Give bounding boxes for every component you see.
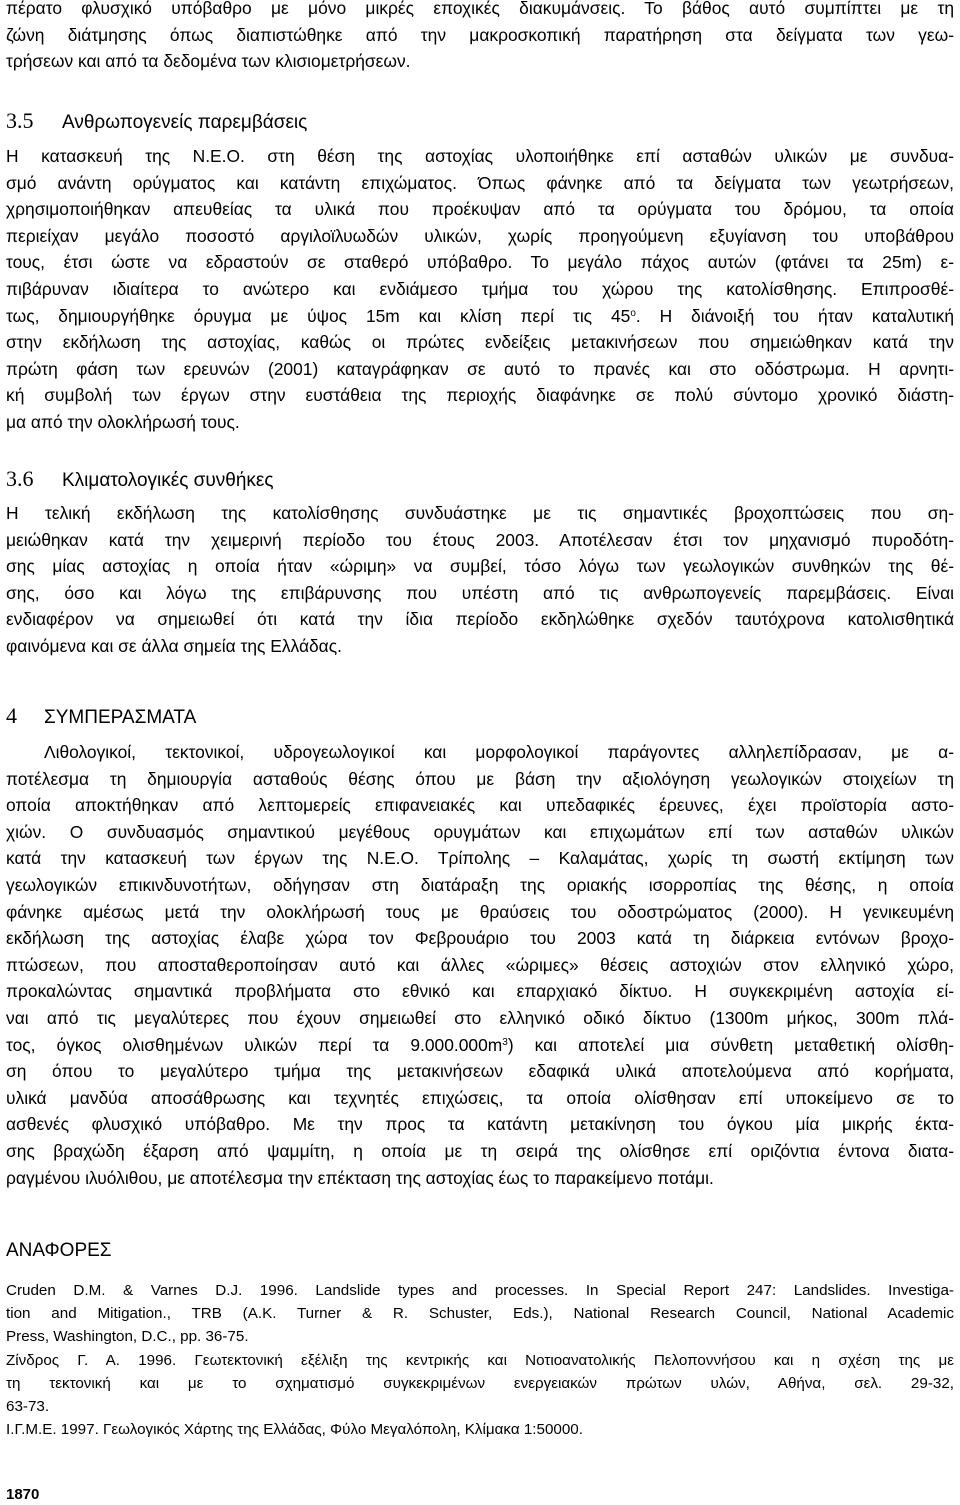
text-segment: ) και αποτελεί μια σύνθετη μεταθετική ολίσθη- [507,1034,955,1055]
text-line: Press, Washington, D.C., pp. 36-75. [6,1328,249,1346]
text-line: υλικά μανδύα αποσάθρωσης και τεχνητές επιχώσεις, τα οποία ολίσθησαν επί υποκείμενο σε το [6,1087,954,1108]
text-line: ραγμένου ιλυόλιθου, με αποτέλεσμα την επέκταση της αστοχίας έως το παρακείμενο ποτάμι. [6,1167,714,1188]
intro-paragraph [6,0,954,75]
text-line: σμό ανάντη ορύγματος και κατάντη επιχώματος. Όπως φάνηκε από τα δείγματα των γεωτρήσεων, [6,172,954,193]
section-title: Ανθρωπογενείς παρεμβάσεις [62,112,308,133]
text-line: tion and Mitigation., TRB (A.K. Turner & R. Schuster, Eds.), National Research Council, National Academic [6,1305,954,1323]
text-line: χρησιμοποιήθηκαν απευθείας τα υλικά που προέκυψαν από τα ορύγματα του δρόμου, τα οποία [6,199,954,220]
section-title: Κλιματολογικές συνθήκες [62,470,274,491]
text-segment: τος, όγκος ολισθημένων υλικών περί τα 9.000.000m [6,1034,503,1055]
text-line: μειώθηκαν κατά την χειμερινή περίοδο του έτους 2003. Αποτέλεσαν έτσι τον μηχανισμό πυροδότη- [6,529,954,550]
section-title: ΣΥΜΠΕΡΑΣΜΑΤΑ [44,707,197,728]
text-line: εκδήλωση της αστοχίας έλαβε χώρα τον Φεβρουάριο του 2003 κατά τη διάρκεια εντόνων βροχο- [6,928,954,949]
section-3-6-heading [6,466,274,494]
text-line: τη τεκτονική και με το σχηματισμό συγκεκριμένων ενεργειακών πρώτων υλών, Αθήνα, σελ. 29-32, [6,1374,954,1392]
text-line: ση όπου το μεγαλύτερο τμήμα της μετακινήσεων εδαφικά υλικά αποτελούμενα από κορήματα, [6,1061,954,1082]
references-title: ΑΝΑΦΟΡΕΣ [6,1240,112,1261]
cubic-superscript: 3 [502,1036,508,1048]
text-line: ασθενές φλυσχικό υπόβαθρο. Με την προς τα κατάντη μετακίνηση του όγκου μία μικρής έκτα- [6,1114,954,1135]
text-line: οποία αποκτήθηκαν από λεπτομερείς επιφανειακές και υπεδαφικές έρευνες, έχει προϊστορία αστο- [6,795,954,816]
section-4-heading [6,703,196,731]
text-line: προκαλώντας σημαντικά προβλήματα στο εθνικό και επαρχιακό δίκτυο. Η συγκεκριμένη αστοχία εί- [6,981,954,1002]
text-line: Η τελική εκδήλωση της κατολίσθησης συνδυάστηκε με τις σημαντικές βροχοπτώσεις που ση- [6,503,954,523]
text-line: Cruden D.M. & Varnes D.J. 1996. Landslide types and processes. In Special Report 247: Landslides. Investiga- [6,1282,954,1299]
reference-item [6,1349,954,1419]
references-heading [6,1238,112,1264]
text-line-with-superscript [6,303,954,330]
text-line: κατά την κατασκευή των έργων της Ν.Ε.Ο. Τρίπολης – Καλαμάτας, χωρίς τη σωστή εκτίμηση των [6,848,954,869]
text-line: Η κατασκευή της Ν.Ε.Ο. στη θέση της αστοχίας υλοποιήθηκε επί ασταθών υλικών με συνδυα- [6,146,954,166]
text-line: χιών. Ο συνδυασμός σημαντικού μεγέθους ορυγμάτων και επιχωμάτων επί των ασταθών υλικών [6,821,954,842]
text-line: ζώνη διάτμησης όπως διαπιστώθηκε από την μακροσκοπική παρατήρηση στα δείγματα των γεω- [6,24,954,45]
text-line: ενδιαφέρον να σημειωθεί ότι κατά την ίδια περίοδο εκδηλώθηκε σχεδόν ταυτόχρονα κατολισθητικά [6,609,954,630]
text-line: Ζίνδρος Γ. Α. 1996. Γεωτεκτονική εξέλιξη της κεντρικής και Νοτιοανατολικής Πελοποννήσου και η σχέση της με [6,1351,954,1369]
degree-superscript: ο [630,307,636,319]
text-segment: τως, δημιουργήθηκε όρυγμα με ύψος 15m και κλίση περί τις 45 [6,305,631,326]
section-3-5-heading [6,108,307,136]
page-number: 1870 [6,1486,40,1503]
text-line: γεωλογικών επικινδυνοτήτων, οδήγησαν στη διατάραξη της οριακής ισορροπίας της θέσης, η οποία [6,874,954,895]
text-line: πέρατο φλυσχικό υπόβαθρο με μόνο μικρές εποχικές διακυμάνσεις. Το βάθος αυτό συμπίπτει με τη [6,0,954,18]
section-number: 4 [6,703,17,728]
text-line: πτώσεων, που αποσταθεροποίησαν αυτό και άλλες «ώριμες» θέσεις αστοχιών στον ελληνικό χώρο, [6,954,954,975]
section-4-paragraph-body [6,766,954,1192]
text-line: πρώτη φάση των ερευνών (2001) καταγράφηκαν σε αυτό το πρανές και στο οδόστρωμα. Η αρνητι- [6,358,954,379]
text-line: φαινόμενα και σε άλλα σημεία της Ελλάδας. [6,635,342,656]
text-line: σης βραχώδη έξαρση από ψαμμίτη, η οποία με τη σειρά της ολίσθησε επί οριζόντια έντονα διατα- [6,1140,954,1161]
section-number: 3.6 [6,466,34,491]
section-3-6-paragraph [6,500,954,660]
reference-item [6,1418,954,1441]
text-line-with-superscript [6,1032,954,1059]
text-line: μα από την ολοκλήρωσή τους. [6,411,240,432]
text-line: σης μίας αστοχίας η οποία ήταν «ώριμη» να συμβεί, τόσο λόγω των γεωλογικών συνθηκών της θέ- [6,556,954,577]
text-line: περιείχαν μεγάλο ποσοστό αργιλοϊλυωδών υλικών, χωρίς προηγούμενη εξυγίανση του υποβάθρου [6,225,954,246]
section-3-5-paragraph [6,143,954,436]
text-line: 63-73. [6,1398,50,1416]
text-line: ποτέλεσμα τη δημιουργία ασταθούς θέσης όπου με βάση την αξιολόγηση γεωλογικών στοιχείων τη [6,768,954,789]
text-line: Λιθολογικοί, τεκτονικοί, υδρογεωλογικοί και μορφολογικοί παράγοντες αλληλεπίδρασαν, με α- [44,742,954,762]
text-line: ναι από τις μεγαλύτερες που έχουν σημειωθεί στο ελληνικό οδικό δίκτυο (1300m μήκος, 300m πλά- [6,1007,954,1028]
text-line: Ι.Γ.Μ.Ε. 1997. Γεωλογικός Χάρτης της Ελλάδας, Φύλο Μεγαλόπολη, Κλίμακα 1:50000. [6,1421,583,1439]
text-line: κή συμβολή των έργων στην ευστάθεια της περιοχής διαφάνηκε σε πολύ σύντομο χρονικό διάστη- [6,385,954,406]
section-4-paragraph [6,739,954,766]
text-line: τους, έτσι ώστε να εδραστούν σε σταθερό υπόβαθρο. Το μεγάλο πάχος αυτών (φτάνει τα 25m) ε- [6,252,954,273]
text-line: φάνηκε αμέσως μετά την ολοκλήρωσή τους με θραύσεις του οδοστρώματος (2000). Η γενικευμένη [6,901,954,922]
text-line: στην εκδήλωση της αστοχίας, καθώς οι πρώτες ενδείξεις μετακινήσεων που σημειώθηκαν κατά την [6,332,954,353]
text-segment: . Η διάνοιξή του ήταν καταλυτική [635,305,954,326]
text-line: τρήσεων και από τα δεδομένα των κλισιομετρήσεων. [6,51,411,72]
section-number: 3.5 [6,108,34,133]
references-list [6,1279,954,1441]
text-line: πιβάρυναν ιδιαίτερα το ανώτερο και ενδιάμεσο τμήμα του χώρου της κατολίσθησης. Επιπροσθέ- [6,278,954,299]
text-line: σης, όσο και λόγω της επιβάρυνσης που υπέστη από τις ανθρωπογενείς παρεμβάσεις. Είναι [6,582,954,603]
reference-item [6,1279,954,1349]
